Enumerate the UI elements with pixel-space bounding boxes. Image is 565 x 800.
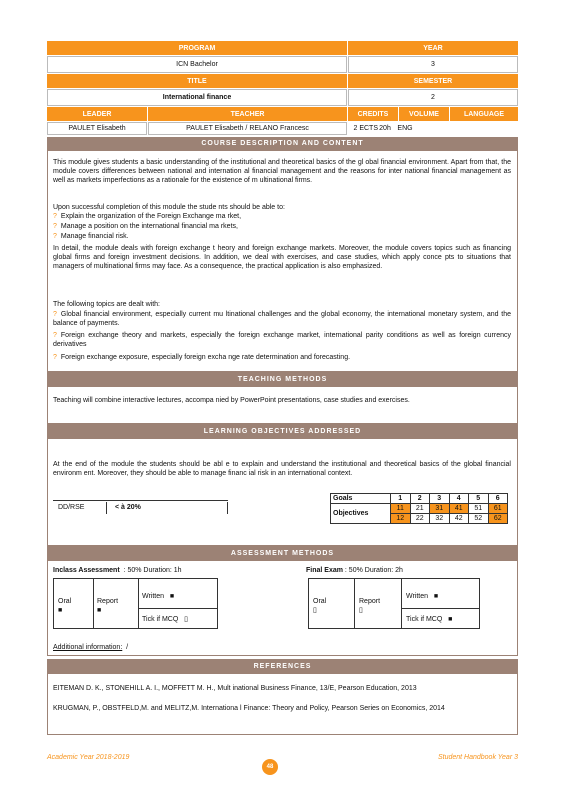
goal-1: 1 (391, 494, 411, 504)
reference-item-1: EITEMAN D. K., STONEHILL A. I., MOFFETT M. H., Mult inational Business Finance, 13/E, Pearson Education, 2013 (53, 685, 417, 692)
goals-label: Goals (331, 494, 391, 504)
assessment-heading: ASSESSMENT METHODS (47, 546, 518, 560)
goal-3: 3 (430, 494, 450, 504)
goals-row (331, 494, 508, 504)
year-label: YEAR (348, 41, 518, 55)
objective-21: 21 (410, 504, 430, 514)
ddrse-end (227, 502, 228, 514)
teacher-label: TEACHER (148, 107, 347, 121)
course-topics-intro: The following topics are dealt with: (53, 301, 160, 308)
title-value: International finance (47, 89, 347, 106)
course-heading: COURSE DESCRIPTION AND CONTENT (47, 137, 518, 150)
objectives-label: Objectives (331, 504, 391, 524)
final-report-mark: ▯ (359, 607, 363, 614)
inclass-line (53, 566, 182, 575)
inclass-written-divider (138, 608, 218, 609)
ddrse-value: < à 20% (115, 504, 141, 511)
inclass-oral-mark: ■ (58, 607, 63, 614)
learning-frame (47, 438, 518, 546)
course-topic-2: ? Foreign exchange theory and markets, especially the foreign exchange market, international parity conditions as well as foreign currency derivatives (53, 332, 511, 348)
final-line (306, 566, 403, 575)
additional-info: Additional information: / (53, 644, 129, 651)
objective-32: 32 (430, 514, 450, 524)
course-topic-1: ? Global financial environment, especially current mu ltinational challenges and the global economy, the international monetary system, and the balance of payments. (53, 311, 511, 327)
program-label: PROGRAM (47, 41, 347, 55)
course-bullet-3: ? Manage financial risk. (53, 233, 129, 240)
leader-label: LEADER (47, 107, 147, 121)
volume-value: 20h (379, 125, 391, 132)
semester-label: SEMESTER (348, 74, 518, 88)
inclass-box-left (53, 578, 54, 629)
course-upon: Upon successful completion of this module the stude nts should be able to: (53, 204, 285, 211)
course-bullet-2: ? Manage a position on the international financial ma rkets, (53, 223, 238, 230)
final-box-div2 (401, 578, 402, 629)
final-oral-mark: ▯ (313, 607, 317, 614)
final-tick: Tick if MCQ ■ (406, 616, 453, 623)
page-number: 48 (262, 759, 278, 775)
inclass-report-mark: ■ (97, 607, 102, 614)
footer-academic-year: Academic Year 2018-2019 (47, 754, 130, 761)
title-label: TITLE (47, 74, 347, 88)
objective-62: 62 (488, 514, 508, 524)
course-intro: This module gives students a basic understanding of the institutional and theoretical basics of the gl obal financial environment. Apart from that, the module covers differences between national and internation al financial management and the reasons for inter national financial management as well as markets imperfections as a rationale for the existence of m ultinational firms. (53, 159, 511, 184)
final-written-mark: ■ (433, 593, 439, 600)
course-detail: In detail, the module deals with foreign exchange t heory and foreign exchange markets. Moreover, the module covers topics such as financing global firms and foreign investment decisions. In addition, we deal with exercises, and case studies, which apply conce pts to situations that managers of multinational firms may face. As a consequence, the practical application is also emphasized. (53, 245, 511, 270)
learning-text: At the end of the module the students should be abl e to explain and understand the institutional and theoretical basics of the global financial environm ent. Moreover, they should be able to manage financ ial risk in an international context. (53, 461, 511, 477)
final-report: Report ▯ (359, 598, 381, 614)
teaching-frame (47, 386, 518, 424)
objective-12: 12 (391, 514, 411, 524)
final-tick-mark: ■ (448, 616, 453, 623)
final-oral: Oral ▯ (313, 598, 327, 614)
inclass-box-top (53, 578, 218, 579)
course-topic-3: ? Foreign exchange exposure, especially foreign excha nge rate determination and forecasting. (53, 354, 351, 361)
objective-51: 51 (469, 504, 489, 514)
objective-11: 11 (391, 504, 411, 514)
teacher-value: PAULET Elisabeth / RELANO Francesc (148, 122, 347, 135)
objective-42: 42 (449, 514, 469, 524)
final-box-bottom (308, 628, 480, 629)
inclass-oral: Oral ■ (58, 598, 72, 614)
inclass-written-mark: ■ (169, 593, 175, 600)
inclass-tick: Tick if MCQ ▯ (142, 616, 188, 623)
inclass-tick-mark: ▯ (184, 616, 188, 623)
objectives-row-1 (331, 504, 508, 514)
program-value: ICN Bachelor (47, 56, 347, 73)
objective-61: 61 (488, 504, 508, 514)
teaching-heading: TEACHING METHODS (47, 372, 518, 386)
inclass-box-bottom (53, 628, 218, 629)
goal-6: 6 (488, 494, 508, 504)
volume-label: VOLUME (399, 107, 449, 121)
learning-heading: LEARNING OBJECTIVES ADDRESSED (47, 424, 518, 438)
year-value: 3 (348, 56, 518, 73)
inclass-box-right (217, 578, 218, 629)
leader-value: PAULET Elisabeth (47, 122, 147, 135)
course-bullet-1: ? Explain the organization of the Foreign Exchange ma rket, (53, 213, 242, 220)
final-box-top (308, 578, 480, 579)
footer-handbook: Student Handbook Year 3 (437, 754, 518, 761)
credits-value: 2 ECTS (353, 125, 378, 132)
references-heading: REFERENCES (47, 659, 518, 673)
final-box-right (479, 578, 480, 629)
inclass-label: Inclass Assessment (53, 567, 120, 574)
objective-52: 52 (469, 514, 489, 524)
language-label: LANGUAGE (450, 107, 518, 121)
objective-41: 41 (449, 504, 469, 514)
teaching-text: Teaching will combine interactive lectures, accompa nied by PowerPoint presentations, case studies and exercises. (53, 397, 410, 404)
ddrse-label: DD/RSE (58, 504, 85, 511)
credits-label: CREDITS (348, 107, 398, 121)
ddrse-top-line (53, 500, 228, 501)
goal-4: 4 (449, 494, 469, 504)
ddrse-divider (106, 502, 107, 514)
reference-item-2: KRUGMAN, P., OBSTFELD,M. and MELITZ,M. Internationa l Finance: Theory and Policy, Pearson Series on Economics, 2014 (53, 705, 445, 712)
inclass-box-div2 (138, 578, 139, 629)
inclass-detail: : 50% Duration: 1h (123, 567, 182, 574)
goal-5: 5 (469, 494, 489, 504)
language-value: ENG (397, 125, 413, 132)
final-detail: : 50% Duration: 2h (344, 567, 403, 574)
goals-table (330, 493, 508, 524)
final-label: Final Exam (306, 567, 343, 574)
inclass-written: Written ■ (142, 593, 175, 600)
final-written: Written ■ (406, 593, 439, 600)
final-written-divider (401, 608, 480, 609)
objective-22: 22 (410, 514, 430, 524)
inclass-box-div1 (93, 578, 94, 629)
final-box-div1 (354, 578, 355, 629)
final-box-left (308, 578, 309, 629)
inclass-report: Report ■ (97, 598, 119, 614)
objective-31: 31 (430, 504, 450, 514)
semester-value: 2 (348, 89, 518, 106)
goal-2: 2 (410, 494, 430, 504)
